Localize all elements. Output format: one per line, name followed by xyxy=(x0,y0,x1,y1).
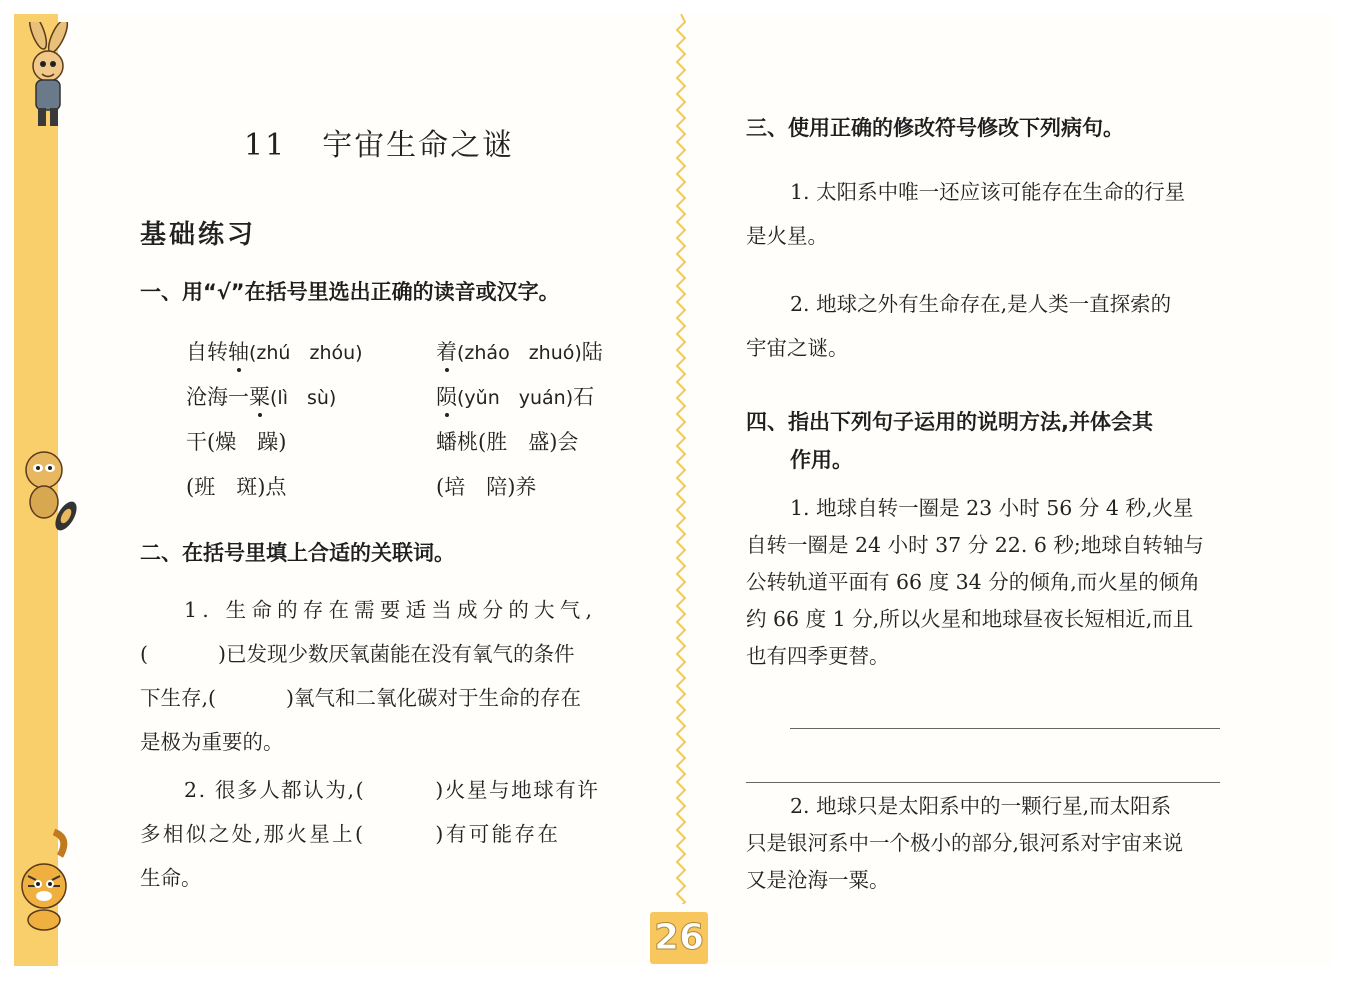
page-number: 26 xyxy=(650,912,708,964)
q1-item-text: 养 xyxy=(515,475,537,499)
q1-options[interactable]: (班 斑) xyxy=(186,475,266,499)
q4-p1-line: 公转轨道平面有 66 度 34 分的倾角,而火星的倾角 xyxy=(746,570,1200,594)
q1-dotted-char: 轴 xyxy=(228,336,249,366)
q1-item-text: 自转 xyxy=(186,340,228,364)
q1-item-text: 蟠桃 xyxy=(436,430,478,454)
answer-line[interactable] xyxy=(790,728,1220,729)
q2-p1-line xyxy=(140,632,616,676)
q2-p1-line: 是极为重要的。 xyxy=(140,730,284,754)
q4-p2-line: 2. 地球只是太阳系中的一颗行星,而太阳系 xyxy=(790,794,1172,818)
q1-item-7 xyxy=(186,471,286,501)
q1-dotted-char: 着 xyxy=(436,336,457,366)
lesson-title-text: 宇宙生命之谜 xyxy=(322,128,515,163)
q1-item-2 xyxy=(436,336,603,366)
q1-options[interactable]: (培 陪) xyxy=(436,475,516,499)
q2-paragraph-1 xyxy=(140,588,616,764)
question-2-heading: 二、在括号里填上合适的关联词。 xyxy=(140,541,455,565)
q4-p1-line: 1. 地球自转一圈是 23 小时 56 分 4 秒,火星 xyxy=(790,496,1194,520)
q1-item-text: 陆 xyxy=(581,340,603,364)
question-4-heading-cont: 作用。 xyxy=(790,448,853,472)
q2-p1-line: 1. 生命的存在需要适当成分的大气, xyxy=(184,598,598,622)
q1-item-text: 石 xyxy=(573,385,595,409)
lesson-number: 11 xyxy=(244,128,287,163)
question-1-heading: 一、用“√”在括号里选出正确的读音或汉字。 xyxy=(140,280,560,304)
q3-sentence-2 xyxy=(746,282,1224,370)
q4-paragraph-1 xyxy=(746,490,1224,675)
q1-options[interactable]: (燥 躁) xyxy=(207,430,287,454)
q4-paragraph-2 xyxy=(746,788,1224,899)
q3-line: 是火星。 xyxy=(746,224,828,248)
q2-p2-line xyxy=(140,768,616,812)
q2-text: 2. 很多人都认为,( xyxy=(184,778,366,802)
q4-p2-line: 只是银河系中一个极小的部分,银河系对宇宙来说 xyxy=(746,831,1184,855)
q1-item-4 xyxy=(436,381,594,411)
q1-item-1 xyxy=(186,336,363,366)
book-spine-divider xyxy=(674,14,688,904)
q1-options[interactable]: (zháo zhuó) xyxy=(457,342,582,364)
section-heading: 基础练习 xyxy=(140,220,257,250)
q2-p2-line: 生命。 xyxy=(140,866,202,890)
q3-line: 2. 地球之外有生命存在,是人类一直探索的 xyxy=(790,292,1172,316)
question-3-heading: 三、使用正确的修改符号修改下列病句。 xyxy=(746,116,1124,140)
q2-paragraph-2 xyxy=(140,768,616,900)
answer-line[interactable] xyxy=(746,782,1220,783)
q1-options[interactable]: (胜 盛) xyxy=(478,430,558,454)
q2-p1-line xyxy=(140,676,616,720)
q2-text: )氧气和二氧化碳对于生命的存在 xyxy=(286,686,582,710)
q3-sentence-1 xyxy=(746,170,1224,258)
q2-text: )已发现少数厌氧菌能在没有氧气的条件 xyxy=(218,642,575,666)
q4-p1-line: 也有四季更替。 xyxy=(746,644,890,668)
paren-open: ( xyxy=(140,642,148,666)
q2-text: 下生存,( xyxy=(140,686,217,710)
q4-p1-line: 自转一圈是 24 小时 37 分 22. 6 秒;地球自转轴与 xyxy=(746,533,1204,557)
q1-item-3 xyxy=(186,381,336,411)
q1-item-text: 干 xyxy=(186,430,207,454)
q3-line: 宇宙之谜。 xyxy=(746,336,849,360)
q1-item-text: 沧海一 xyxy=(186,385,249,409)
lesson-title xyxy=(244,120,514,164)
q4-p1-line: 约 66 度 1 分,所以火星和地球昼夜长短相近,而且 xyxy=(746,607,1194,631)
q2-text: )火星与地球有许 xyxy=(435,778,600,802)
q1-dotted-char: 陨 xyxy=(436,381,457,411)
q1-dotted-char: 粟 xyxy=(249,381,270,411)
q1-item-text: 会 xyxy=(557,430,579,454)
question-4-heading: 四、指出下列句子运用的说明方法,并体会其 xyxy=(746,410,1153,434)
tiger-mascot-icon xyxy=(14,824,80,934)
q2-text: )有可能存在 xyxy=(435,822,561,846)
q2-text: 多相似之处,那火星上( xyxy=(140,822,366,846)
q3-line: 1. 太阳系中唯一还应该可能存在生命的行星 xyxy=(790,180,1186,204)
raccoon-mascot-icon xyxy=(14,446,80,538)
q1-options[interactable]: (lì sù) xyxy=(270,387,337,409)
q1-item-text: 点 xyxy=(265,475,287,499)
q4-p2-line: 又是沧海一粟。 xyxy=(746,868,890,892)
q1-options[interactable]: (yǔn yuán) xyxy=(457,387,574,409)
q1-item-6 xyxy=(436,426,578,456)
rabbit-mascot-icon xyxy=(14,22,80,132)
q2-p2-line xyxy=(140,812,616,856)
q1-item-5 xyxy=(186,426,286,456)
q1-options[interactable]: (zhú zhóu) xyxy=(249,342,363,364)
q1-item-8 xyxy=(436,471,536,501)
